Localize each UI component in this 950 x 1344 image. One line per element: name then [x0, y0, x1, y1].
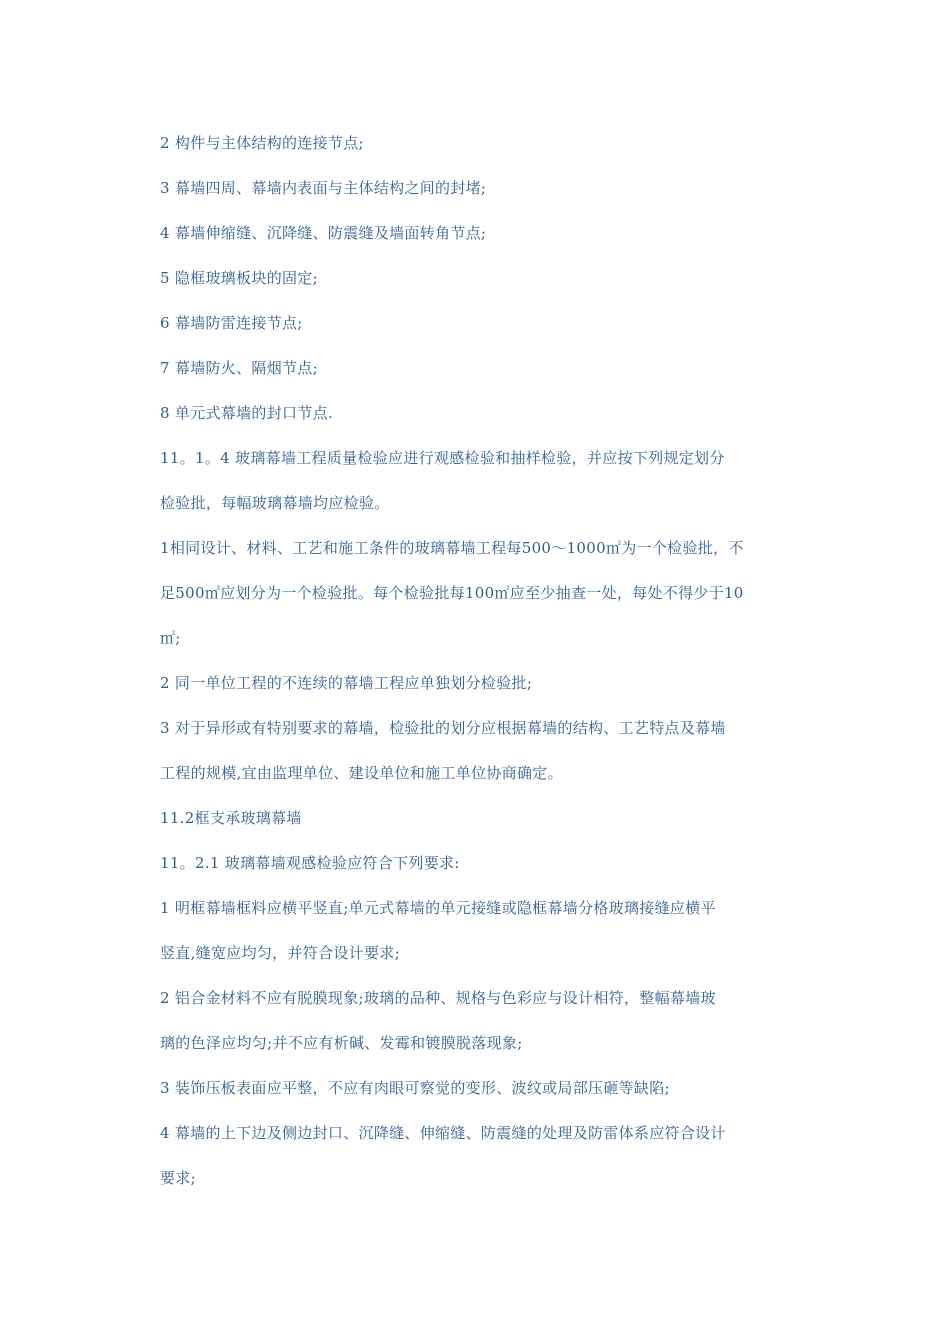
- text-line: 要求;: [160, 1169, 196, 1187]
- text-line: 4 幕墙的上下边及侧边封口、沉降缝、伸缩缝、防震缝的处理及防雷体系应符合设计: [160, 1124, 726, 1142]
- text-line: 4 幕墙伸缩缝、沉降缝、防震缝及墙面转角节点;: [160, 224, 487, 242]
- section-heading: 11。1。4 玻璃幕墙工程质量检验应进行观感检验和抽样检验，并应按下列规定划分: [160, 449, 725, 467]
- text-line: 2 铝合金材料不应有脱膜现象;玻璃的品种、规格与色彩应与设计相符，整幅幕墙玻: [160, 989, 716, 1007]
- section-heading: 11。2.1 玻璃幕墙观感检验应符合下列要求:: [160, 854, 460, 872]
- section-heading: 11.2框支承玻璃幕墙: [160, 809, 302, 827]
- text-line: 工程的规模,宜由监理单位、建设单位和施工单位协商确定。: [160, 764, 563, 782]
- text-line: ㎡;: [160, 629, 181, 647]
- text-line: 2 同一单位工程的不连续的幕墙工程应单独划分检验批;: [160, 674, 533, 692]
- document-body: [160, 129, 792, 1209]
- text-line: 1相同设计、材料、工艺和施工条件的玻璃幕墙工程每500～1000㎡为一个检验批，不: [160, 539, 744, 557]
- text-line: 2 构件与主体结构的连接节点;: [160, 134, 364, 152]
- text-line: 检验批，每幅玻璃幕墙均应检验。: [160, 494, 390, 512]
- text-line: 7 幕墙防火、隔烟节点;: [160, 359, 318, 377]
- text-line: 3 装饰压板表面应平整，不应有肉眼可察觉的变形、波纹或局部压砸等缺陷;: [160, 1079, 670, 1097]
- text-line: 3 幕墙四周、幕墙内表面与主体结构之间的封堵;: [160, 179, 487, 197]
- text-line: 3 对于异形或有特别要求的幕墙，检验批的划分应根据幕墙的结构、工艺特点及幕墙: [160, 719, 726, 737]
- text-line: 8 单元式幕墙的封口节点.: [160, 404, 333, 422]
- text-line: 1 明框幕墙框料应横平竖直;单元式幕墙的单元接缝或隐框幕墙分格玻璃接缝应横平: [160, 899, 716, 917]
- text-line: 竖直,缝宽应均匀，并符合设计要求;: [160, 944, 400, 962]
- text-line: 6 幕墙防雷连接节点;: [160, 314, 303, 332]
- text-line: 足500㎡应划分为一个检验批。每个检验批每100㎡应至少抽查一处，每处不得少于10: [160, 584, 744, 602]
- text-line: 5 隐框玻璃板块的固定;: [160, 269, 318, 287]
- text-line: 璃的色泽应均匀;并不应有析碱、发霉和镀膜脱落现象;: [160, 1034, 523, 1052]
